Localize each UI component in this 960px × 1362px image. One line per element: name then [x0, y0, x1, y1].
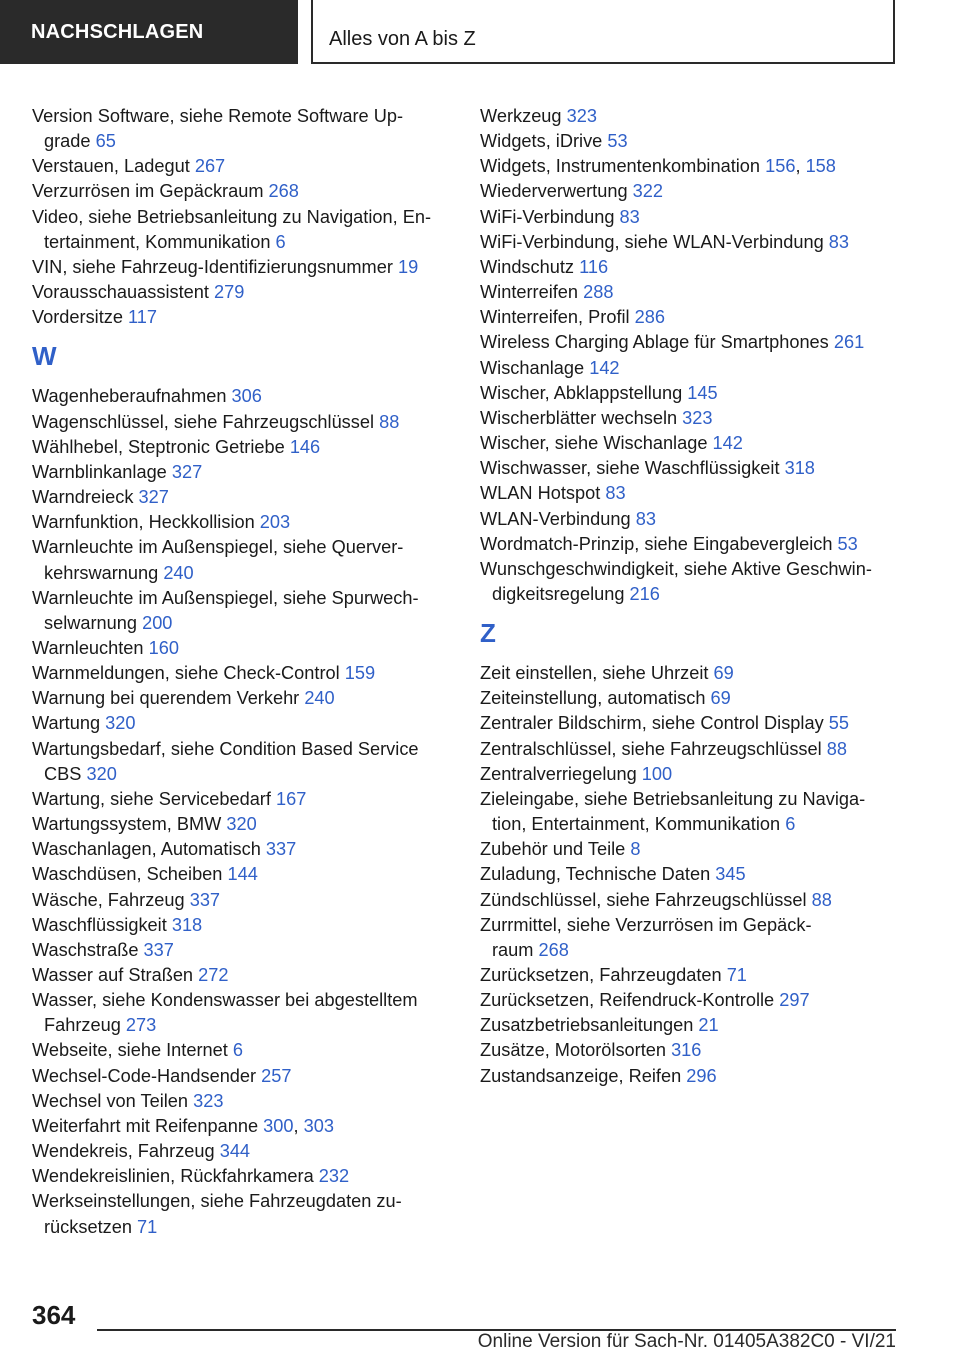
index-letter-heading: W	[32, 341, 57, 372]
index-entry-term: Wählhebel, Steptronic Getriebe	[32, 436, 285, 457]
index-entry	[480, 913, 920, 963]
index-entry-term: Warnblinkanlage	[32, 461, 167, 482]
index-entry-term: tertainment, Kommunikation	[44, 231, 271, 252]
index-entry	[480, 1038, 920, 1063]
index-entry-term: Zündschlüssel, siehe Fahrzeugschlüssel	[480, 889, 807, 910]
index-entry-term: Wasser, siehe Kondenswasser bei abgestelltem	[32, 990, 418, 1011]
index-entry-term: Zusätze, Motorölsorten	[480, 1040, 666, 1061]
page-reference-link[interactable]: 322	[632, 181, 663, 202]
page-reference-link[interactable]: 159	[344, 663, 376, 684]
index-entry-term: tion, Entertainment, Kommunikation	[492, 814, 781, 835]
page-reference-link[interactable]: 216	[629, 583, 660, 604]
index-entry-term: Zubehör und Teile	[480, 839, 626, 860]
index-entry	[32, 963, 452, 988]
index-entry-term: WiFi-Verbindung, siehe WLAN-Verbindung	[480, 231, 824, 252]
index-entry-term: Zurrmittel, siehe Verzurrösen im Gepäck-	[480, 914, 812, 935]
chapter-title: Alles von A bis Z	[311, 0, 895, 64]
page-reference-link[interactable]: 320	[86, 763, 117, 784]
index-entry-term: Zuladung, Technische Daten	[480, 864, 711, 885]
index-entry	[32, 154, 452, 179]
page-reference-link[interactable]: 83	[619, 206, 640, 227]
page-reference-link[interactable]: 145	[687, 382, 718, 403]
page-reference-link[interactable]: 158	[805, 156, 836, 177]
index-entry-term: Werkseinstellungen, siehe Fahrzeugdaten zu-	[32, 1191, 402, 1212]
index-entry-term: Wagenschlüssel, siehe Fahrzeugschlüssel	[32, 411, 375, 432]
index-entry	[32, 1164, 452, 1189]
page-reference-link[interactable]: 167	[275, 788, 307, 809]
page-reference-link[interactable]: 83	[828, 231, 850, 252]
index-entry-term: Fahrzeug	[44, 1015, 121, 1036]
index-entry-term: Wäsche, Fahrzeug	[32, 889, 185, 910]
index-entry	[480, 1013, 920, 1038]
index-entry-term: Windschutz	[480, 256, 575, 277]
page-reference-link[interactable]: 88	[379, 411, 400, 432]
index-entry	[480, 205, 920, 230]
index-entry	[480, 686, 920, 711]
index-entry	[32, 205, 452, 255]
page-reference-link[interactable]: 337	[189, 889, 221, 910]
page-reference-link[interactable]: 318	[784, 458, 815, 479]
page-reference-link[interactable]: 160	[148, 637, 179, 658]
page-reference-link[interactable]: 323	[566, 106, 597, 126]
index-entry-term: Warnleuchten	[32, 637, 144, 658]
page-reference-link[interactable]: 303	[303, 1115, 334, 1136]
index-entry-term: selwarnung	[44, 612, 138, 633]
page-reference-link[interactable]: 323	[193, 1090, 224, 1111]
page-reference-link[interactable]: 88	[826, 738, 847, 759]
index-entry-term: Warnleuchte im Außenspiegel, siehe Querver-	[32, 537, 404, 558]
page-reference-link[interactable]: 261	[833, 332, 865, 353]
index-entry-term: Widgets, Instrumentenkombination	[480, 156, 761, 177]
index-entry-term: WLAN-Verbindung	[480, 508, 631, 529]
index-entry-term: Winterreifen	[480, 282, 579, 303]
index-entry-term: Wagenheberaufnahmen	[32, 386, 227, 407]
index-entry	[32, 535, 452, 585]
index-entry	[32, 1139, 452, 1164]
index-entry-term: Wechsel von Teilen	[32, 1090, 189, 1111]
index-entry	[32, 255, 452, 280]
index-entry	[32, 1064, 452, 1089]
index-entry	[32, 686, 452, 711]
index-entry	[32, 305, 452, 330]
index-column-left	[32, 104, 452, 1240]
page-reference-link[interactable]: 19	[397, 256, 419, 277]
index-entry-term: VIN, siehe Fahrzeug-Identifizierungsnummer	[32, 256, 393, 277]
page-reference-link[interactable]: 65	[95, 131, 116, 152]
index-entry-term: Warnung bei querendem Verkehr	[32, 688, 300, 709]
index-entry-term: CBS	[44, 763, 82, 784]
page-reference-link[interactable]: 117	[128, 307, 158, 328]
index-entry: Weiterfahrt mit Reifenpanne 300, 303	[32, 1115, 334, 1136]
footer-text: Online Version für Sach-Nr. 01405A382C0 - VI/21	[477, 1331, 896, 1352]
index-column-right	[480, 104, 920, 1089]
page-reference-link[interactable]: 273	[125, 1015, 157, 1036]
index-entry-term: Waschflüssigkeit	[32, 914, 167, 935]
page-reference-link[interactable]: 144	[227, 864, 258, 885]
page-reference-link[interactable]: 297	[779, 990, 810, 1011]
page-reference-link[interactable]: 156	[765, 156, 796, 177]
page-reference-link[interactable]: 71	[726, 965, 747, 985]
index-entry-term: Wiederverwertung	[480, 181, 628, 202]
index-entry	[480, 988, 920, 1013]
index-entry	[480, 888, 920, 913]
index-entry	[480, 557, 920, 607]
page-reference-link[interactable]: 88	[811, 889, 832, 910]
index-entry	[32, 812, 452, 837]
page-reference-link[interactable]: 240	[304, 688, 335, 709]
index-entry-term: Wischer, siehe Wischanlage	[480, 433, 708, 454]
index-entry	[480, 862, 920, 887]
page-reference-link[interactable]: 257	[261, 1065, 292, 1086]
index-entry-term: Zentralschlüssel, siehe Fahrzeugschlüssel	[480, 738, 822, 759]
index-entry	[480, 661, 920, 686]
page-header	[0, 0, 960, 66]
page-reference-link[interactable]: 142	[712, 433, 743, 454]
page-reference-link[interactable]: 83	[635, 508, 656, 529]
index-entry-term: Video, siehe Betriebsanleitung zu Navigation, En-	[32, 206, 432, 227]
index-entry-term: Wartungsbedarf, siehe Condition Based Service	[32, 738, 419, 759]
index-entry	[480, 255, 920, 280]
index-entry-term: Wechsel-Code-Handsender	[32, 1065, 257, 1086]
index-entry	[480, 330, 920, 355]
section-tab: NACHSCHLAGEN	[0, 0, 298, 64]
index-entry	[480, 787, 920, 837]
index-entry-term: Zurücksetzen, Fahrzeugdaten	[480, 965, 722, 985]
index-entry	[480, 762, 920, 787]
index-entry-term: Zeit einstellen, siehe Uhrzeit	[480, 663, 709, 684]
page-reference-link[interactable]: 200	[142, 612, 173, 633]
page-reference-link[interactable]: 146	[289, 436, 321, 457]
index-entry	[480, 104, 920, 129]
index-entry-term: Wartung	[32, 713, 101, 734]
index-entry-term: Verzurrösen im Gepäckraum	[32, 181, 264, 202]
index-entry	[32, 913, 452, 938]
index-entry	[32, 179, 452, 204]
index-entry-term: Wischer, Abklappstellung	[480, 382, 683, 403]
index-entry-term: raum	[492, 939, 534, 960]
index-entry	[480, 179, 920, 204]
index-entry	[32, 586, 452, 636]
index-entry	[480, 305, 920, 330]
index-entry-term: Wischwasser, siehe Waschflüssigkeit	[480, 458, 780, 479]
index-entry	[480, 481, 920, 506]
index-entry	[32, 280, 452, 305]
page-reference-link[interactable]: 286	[634, 307, 666, 328]
page-reference-link[interactable]: 337	[265, 839, 297, 860]
index-entry-term: WLAN Hotspot	[480, 483, 601, 504]
index-entry	[480, 837, 920, 862]
index-entry-term: Waschdüsen, Scheiben	[32, 864, 223, 885]
page-reference-link[interactable]: 55	[828, 713, 849, 734]
index-entry-term: Vorausschauassistent	[32, 282, 209, 303]
page-reference-link[interactable]: 323	[682, 407, 713, 428]
index-entry-term: Zentraler Bildschirm, siehe Control Display	[480, 713, 824, 734]
page-reference-link[interactable]: 288	[583, 282, 614, 303]
index-entry	[32, 787, 452, 812]
index-entry-term: Wasser auf Straßen	[32, 965, 194, 985]
page-reference-link[interactable]: 83	[605, 483, 626, 504]
index-entry	[480, 406, 920, 431]
index-entry-term: Warndreieck	[32, 487, 134, 508]
index-entry	[480, 963, 920, 988]
index-entry	[480, 456, 920, 481]
index-entry-term: Warnleuchte im Außenspiegel, siehe Spurwech-	[32, 587, 419, 608]
index-entry-term: Zeiteinstellung, automatisch	[480, 688, 706, 709]
index-entry	[32, 1038, 452, 1063]
index-entry-term: Webseite, siehe Internet	[32, 1040, 228, 1061]
index-entry-term: Wischerblätter wechseln	[480, 407, 678, 428]
page-reference-link[interactable]: 53	[837, 533, 858, 554]
index-entry	[32, 104, 452, 154]
index-entry-term: Verstauen, Ladegut	[32, 156, 190, 177]
index-entry	[32, 410, 452, 435]
page-reference-link[interactable]: 6	[275, 231, 286, 252]
page-reference-link[interactable]: 318	[171, 914, 203, 935]
page-reference-link[interactable]: 69	[713, 663, 734, 684]
index-entry	[480, 737, 920, 762]
index-entry	[480, 507, 920, 532]
index-entry-term: Warnfunktion, Heckkollision	[32, 512, 255, 533]
page-reference-link[interactable]: 21	[698, 1015, 719, 1036]
index-entry-term: Werkzeug	[480, 106, 562, 126]
page-reference-link[interactable]: 268	[538, 939, 569, 960]
page-reference-link[interactable]: 268	[268, 181, 299, 202]
index-entry	[480, 230, 920, 255]
index-entry-term: Zustandsanzeige, Reifen	[480, 1065, 682, 1086]
index-entry	[32, 862, 452, 887]
page-reference-link[interactable]: 272	[198, 965, 229, 985]
index-entry	[480, 711, 920, 736]
index-entry	[480, 280, 920, 305]
page-reference-link[interactable]: 6	[785, 814, 796, 835]
index-entry-term: WiFi-Verbindung	[480, 206, 615, 227]
index-entry	[32, 384, 452, 409]
index-entry	[480, 129, 920, 154]
index-entry-term: Waschanlagen, Automatisch	[32, 839, 261, 860]
index-entry-term: digkeitsregelung	[492, 583, 625, 604]
index-entry-term: Wartung, siehe Servicebedarf	[32, 788, 271, 809]
index-entry	[480, 532, 920, 557]
page-reference-link[interactable]: 116	[579, 256, 609, 277]
page-reference-link[interactable]: 320	[105, 713, 136, 734]
page-reference-link[interactable]: 320	[226, 814, 257, 835]
index-entry-term: Wendekreis, Fahrzeug	[32, 1141, 215, 1162]
index-entry-term: Zentralverriegelung	[480, 763, 637, 784]
page-reference-link[interactable]: 203	[259, 512, 291, 533]
page-reference-link[interactable]: 100	[641, 763, 673, 784]
index-entry-term: Wartungssystem, BMW	[32, 814, 222, 835]
index-entry-term: rücksetzen	[44, 1216, 132, 1237]
index-entry: Widgets, Instrumentenkombination 156, 158	[480, 156, 836, 177]
index-entry	[480, 381, 920, 406]
index-entry	[480, 1064, 920, 1089]
index-entry	[32, 888, 452, 913]
index-entry-term: Waschstraße	[32, 939, 139, 960]
index-entry	[32, 1189, 452, 1239]
index-entry-term: kehrswarnung	[44, 562, 159, 583]
page-reference-link[interactable]: 296	[686, 1065, 717, 1086]
page-number: 364	[32, 1300, 76, 1330]
index-entry-term: Wischanlage	[480, 357, 585, 378]
index-entry-term: Wunschgeschwindigkeit, siehe Aktive Geschwin-	[480, 558, 872, 579]
index-entry-term: Wireless Charging Ablage für Smartphones	[480, 332, 829, 353]
index-entry-term: Widgets, iDrive	[480, 131, 603, 152]
page-reference-link[interactable]: 327	[171, 461, 203, 482]
index-entry	[32, 485, 452, 510]
page-reference-link[interactable]: 232	[318, 1166, 350, 1187]
page-reference-link[interactable]: 71	[137, 1216, 158, 1237]
index-entry-term: Wordmatch-Prinzip, siehe Eingabevergleich	[480, 533, 833, 554]
index-entry	[32, 1089, 452, 1114]
page-reference-link[interactable]: 306	[231, 386, 262, 407]
page-reference-link[interactable]: 240	[163, 562, 194, 583]
index-entry	[32, 711, 452, 736]
page-reference-link[interactable]: 316	[671, 1040, 702, 1061]
index-entry	[480, 356, 920, 381]
index-entry	[32, 435, 452, 460]
index-entry-term: Wendekreislinien, Rückfahrkamera	[32, 1166, 314, 1187]
page-reference-link[interactable]: 337	[143, 939, 174, 960]
index-entry	[32, 636, 452, 661]
index-entry-term: Zieleingabe, siehe Betriebsanleitung zu Naviga-	[480, 788, 866, 809]
page-reference-link[interactable]: 267	[194, 156, 226, 177]
index-entry-term: Zurücksetzen, Reifendruck-Kontrolle	[480, 990, 775, 1011]
index-entry-term: Weiterfahrt mit Reifenpanne	[32, 1115, 259, 1136]
page-reference-link[interactable]: 142	[589, 357, 620, 378]
index-entry-term: Vordersitze	[32, 307, 123, 328]
index-entry-term: grade	[44, 131, 91, 152]
page-reference-link[interactable]: 345	[715, 864, 746, 885]
index-entry	[32, 460, 452, 485]
page-reference-link[interactable]: 69	[710, 688, 731, 709]
index-entry	[32, 938, 452, 963]
index-entry	[32, 837, 452, 862]
index-entry	[32, 737, 452, 787]
index-entry	[32, 661, 452, 686]
page-reference-link[interactable]: 53	[607, 131, 628, 152]
page-reference-link[interactable]: 327	[138, 487, 169, 508]
page-reference-link[interactable]: 8	[630, 839, 641, 860]
index-entry	[32, 510, 452, 535]
index-entry	[480, 431, 920, 456]
page-reference-link[interactable]: 279	[214, 282, 245, 303]
page-reference-link[interactable]: 6	[232, 1040, 243, 1061]
page-reference-link[interactable]: 300	[263, 1115, 294, 1136]
index-entry-term: Version Software, siehe Remote Software Up-	[32, 106, 403, 126]
page-reference-link[interactable]: 344	[219, 1141, 251, 1162]
index-entry-term: Zusatzbetriebsanleitungen	[480, 1015, 694, 1036]
index-entry-term: Warnmeldungen, siehe Check-Control	[32, 663, 340, 684]
index-letter-heading: Z	[480, 618, 496, 649]
index-entry	[32, 988, 452, 1038]
index-entry-term: Winterreifen, Profil	[480, 307, 630, 328]
